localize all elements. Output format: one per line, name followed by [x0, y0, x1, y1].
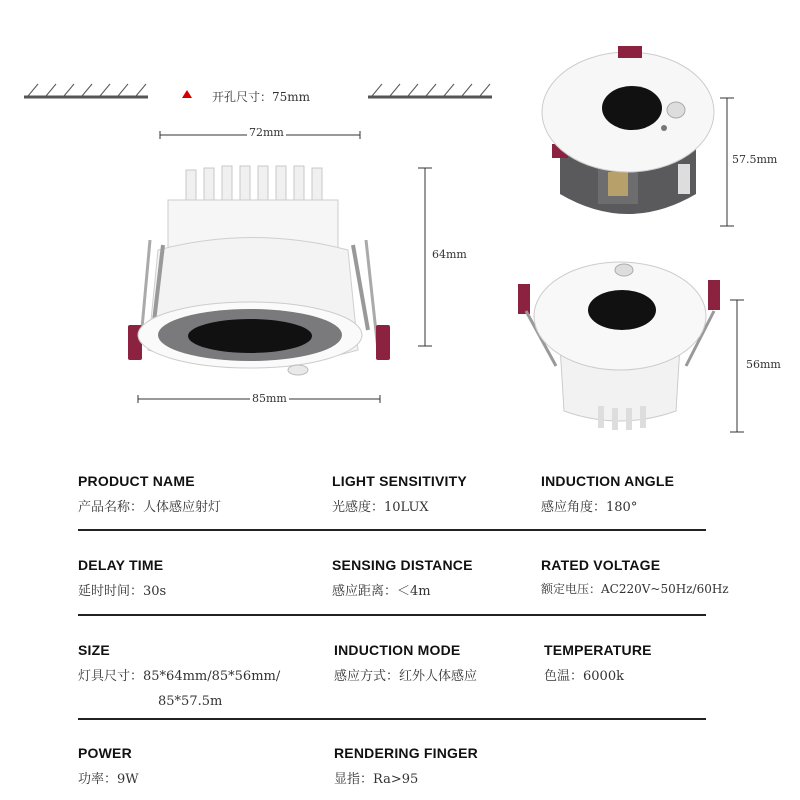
downlight-variant-b-image: [516, 256, 726, 436]
spec-title-light-sensitivity: LIGHT SENSITIVITY: [332, 473, 467, 489]
spec-value-size-line1: 灯具尺寸：85*64mm/85*56mm/: [78, 669, 281, 684]
height-top-right-label: 57.5mm: [732, 153, 778, 166]
spec-value-rated-voltage: 额定电压：AC220V~50Hz/60Hz: [541, 582, 729, 596]
spec-value-induction-angle: 感应角度：180°: [541, 500, 638, 515]
divider: [78, 614, 706, 616]
height-bottom-right-label: 56mm: [746, 358, 781, 371]
spec-title-sensing-distance: SENSING DISTANCE: [332, 557, 473, 573]
width-bottom-label: 85mm: [252, 392, 287, 405]
downlight-main-image: [128, 160, 398, 380]
spec-value-power: 功率：9W: [78, 772, 139, 787]
spec-title-induction-angle: INDUCTION ANGLE: [541, 473, 675, 489]
divider: [78, 529, 706, 531]
spec-title-delay-time: DELAY TIME: [78, 557, 164, 573]
spec-title-induction-mode: INDUCTION MODE: [334, 642, 461, 658]
width-top-label: 72mm: [249, 126, 284, 139]
dim-line-64: [418, 168, 432, 346]
spec-title-size: SIZE: [78, 642, 110, 658]
spec-title-power: POWER: [78, 745, 132, 761]
spec-title-rendering-finger: RENDERING FINGER: [334, 745, 478, 761]
divider: [78, 718, 706, 720]
spec-value-sensing-distance: 感应距离：＜4m: [332, 584, 431, 599]
cutout-size-label: 开孔尺寸：75mm: [212, 90, 311, 104]
spec-value-temperature: 色温：6000k: [544, 669, 624, 684]
dim-line-56: [730, 300, 744, 432]
spec-title-temperature: TEMPERATURE: [544, 642, 652, 658]
spec-value-delay-time: 延时时间：30s: [78, 584, 167, 599]
spec-value-light-sensitivity: 光感度：10LUX: [332, 500, 429, 515]
ceiling-hatch-left: [24, 80, 150, 100]
height-main-label: 64mm: [432, 248, 467, 261]
spec-value-rendering-finger: 显指：Ra>95: [334, 772, 419, 787]
spec-title-rated-voltage: RATED VOLTAGE: [541, 557, 661, 573]
cutout-marker-icon: [182, 90, 192, 98]
spec-value-size-line2: 85*57.5m: [158, 694, 223, 709]
spec-title-product-name: PRODUCT NAME: [78, 473, 195, 489]
downlight-variant-a-image: [538, 44, 718, 234]
spec-value-induction-mode: 感应方式：红外人体感应: [334, 669, 478, 684]
ceiling-hatch-right: [368, 80, 494, 100]
spec-value-product-name: 产品名称：人体感应射灯: [78, 500, 222, 515]
